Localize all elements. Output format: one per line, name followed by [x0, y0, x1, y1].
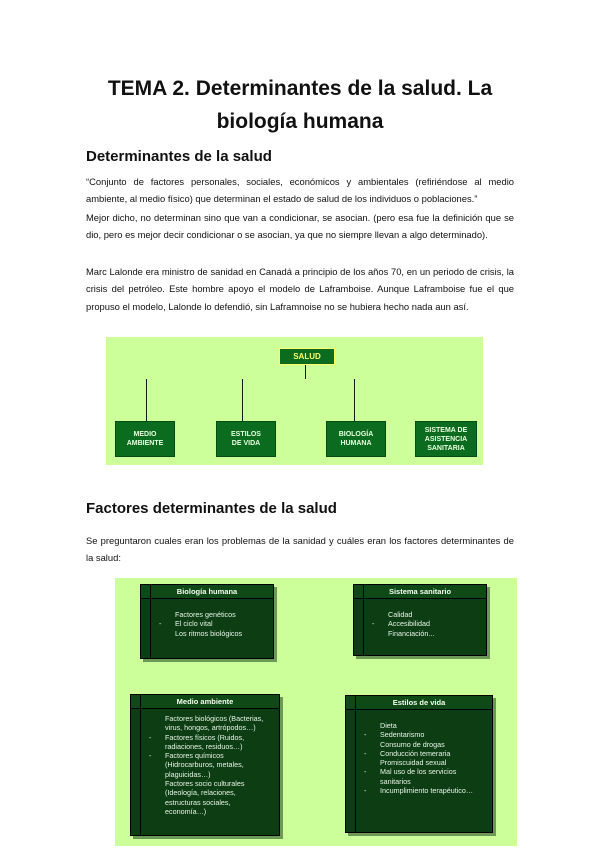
card-title: Sistema sanitario [354, 585, 486, 599]
list-item: - Conducción temeraria [346, 749, 484, 758]
sistema-asistencia-node [415, 421, 477, 457]
list-item: - Factores físicos (Ruidos, radiaciones, residuos…) [131, 733, 271, 752]
title-line-1: TEMA 2. Determinantes de la salud. La [107, 77, 493, 100]
card-estilos-de-vida [345, 695, 493, 833]
page-title [60, 72, 540, 138]
lalonde-model-diagram [106, 337, 483, 465]
biologia-humana-node [326, 421, 386, 457]
list-item: Dieta [380, 721, 397, 730]
list-item: - Factores químicos (Hidrocarburos, metales, plaguicidas…) [131, 751, 271, 779]
card-list [346, 710, 492, 795]
node-text: SISTEMA DE [424, 426, 468, 434]
title-line-2: biología humana [216, 110, 384, 133]
node-text: MEDIO [133, 431, 157, 438]
paragraph-definition: “Conjunto de factores personales, sociales, económicos y ambientales (refiriéndose al medio ambiente, al medio físico) que determinan el estado de salud de los individuos o poblaciones.” [86, 176, 514, 205]
card-list [131, 709, 279, 816]
connector [242, 379, 243, 421]
list-item: - Incumplimiento terapéutico… [346, 786, 484, 795]
section-heading-determinantes: Determinantes de la salud [86, 148, 272, 165]
node-text: ASISTENCIA [424, 435, 468, 443]
list-item: Los ritmos biológicos [175, 628, 243, 638]
paragraph-lalonde: Marc Lalonde era ministro de sanidad en Canadá a principio de los años 70, en un periodo de crisis, la crisis del petróleo. Este hombre apoyo el modelo de Laframboise. Aunque Laframboise fue el que propuso el modelo, Lalonde lo defendió, sin Laframnoise no se hubiera hecho nada aun así. [86, 266, 514, 312]
node-text: ESTILOS [231, 431, 261, 438]
list-item: Factores socio culturales (Ideología, relaciones, estructuras sociales, economía…) [165, 779, 245, 816]
list-item: Factores biológicos (Bacterias, virus, hongos, artrópodos…) [165, 714, 264, 733]
factores-diagram [115, 578, 517, 846]
connector [354, 379, 355, 421]
node-text: AMBIENTE [126, 440, 164, 447]
connector [305, 365, 306, 379]
list-item: - Sedentarismo [346, 730, 484, 739]
list-item: Calidad [388, 610, 413, 619]
card-sistema-sanitario [353, 584, 487, 656]
node-text: DE VIDA [231, 440, 261, 447]
list-item: Consumo de drogas [380, 739, 445, 749]
estilos-de-vida-node [216, 421, 276, 457]
paragraph-clarification: Mejor dicho, no determinan sino que van a condicionar, se asocian. (pero esa fue la definición que se dio, pero es mejor decir condicionar o se asocian, ya que no siempre llevan a algo determinado). [86, 212, 514, 241]
list-item: - El ciclo vital [141, 619, 273, 628]
connector [146, 379, 147, 421]
card-medio-ambiente [130, 694, 280, 836]
card-title: Biología humana [141, 585, 273, 599]
list-item: Factores genéticos [175, 610, 236, 619]
card-list [141, 599, 273, 638]
card-title: Medio ambiente [131, 695, 279, 709]
section-heading-factores: Factores determinantes de la salud [86, 500, 337, 517]
card-biologia-humana [140, 584, 274, 659]
node-text: HUMANA [340, 440, 372, 447]
node-text: SANITARIA [427, 444, 465, 452]
card-title: Estilos de vida [346, 696, 492, 710]
medio-ambiente-node [115, 421, 175, 457]
list-item: - Mal uso de los servicios sanitarios [346, 767, 484, 786]
list-item: Financiación... [388, 628, 435, 638]
list-item: - Accesibilidad [354, 619, 486, 628]
salud-node: SALUD [279, 348, 335, 365]
node-text: BIOLOGÍA [338, 431, 374, 438]
list-item: Promiscuidad sexual [380, 758, 447, 768]
card-list [354, 599, 486, 638]
paragraph-factores-intro: Se preguntaron cuales eran los problemas de la sanidad y cuáles eran los factores determinantes de la salud: [86, 535, 514, 564]
